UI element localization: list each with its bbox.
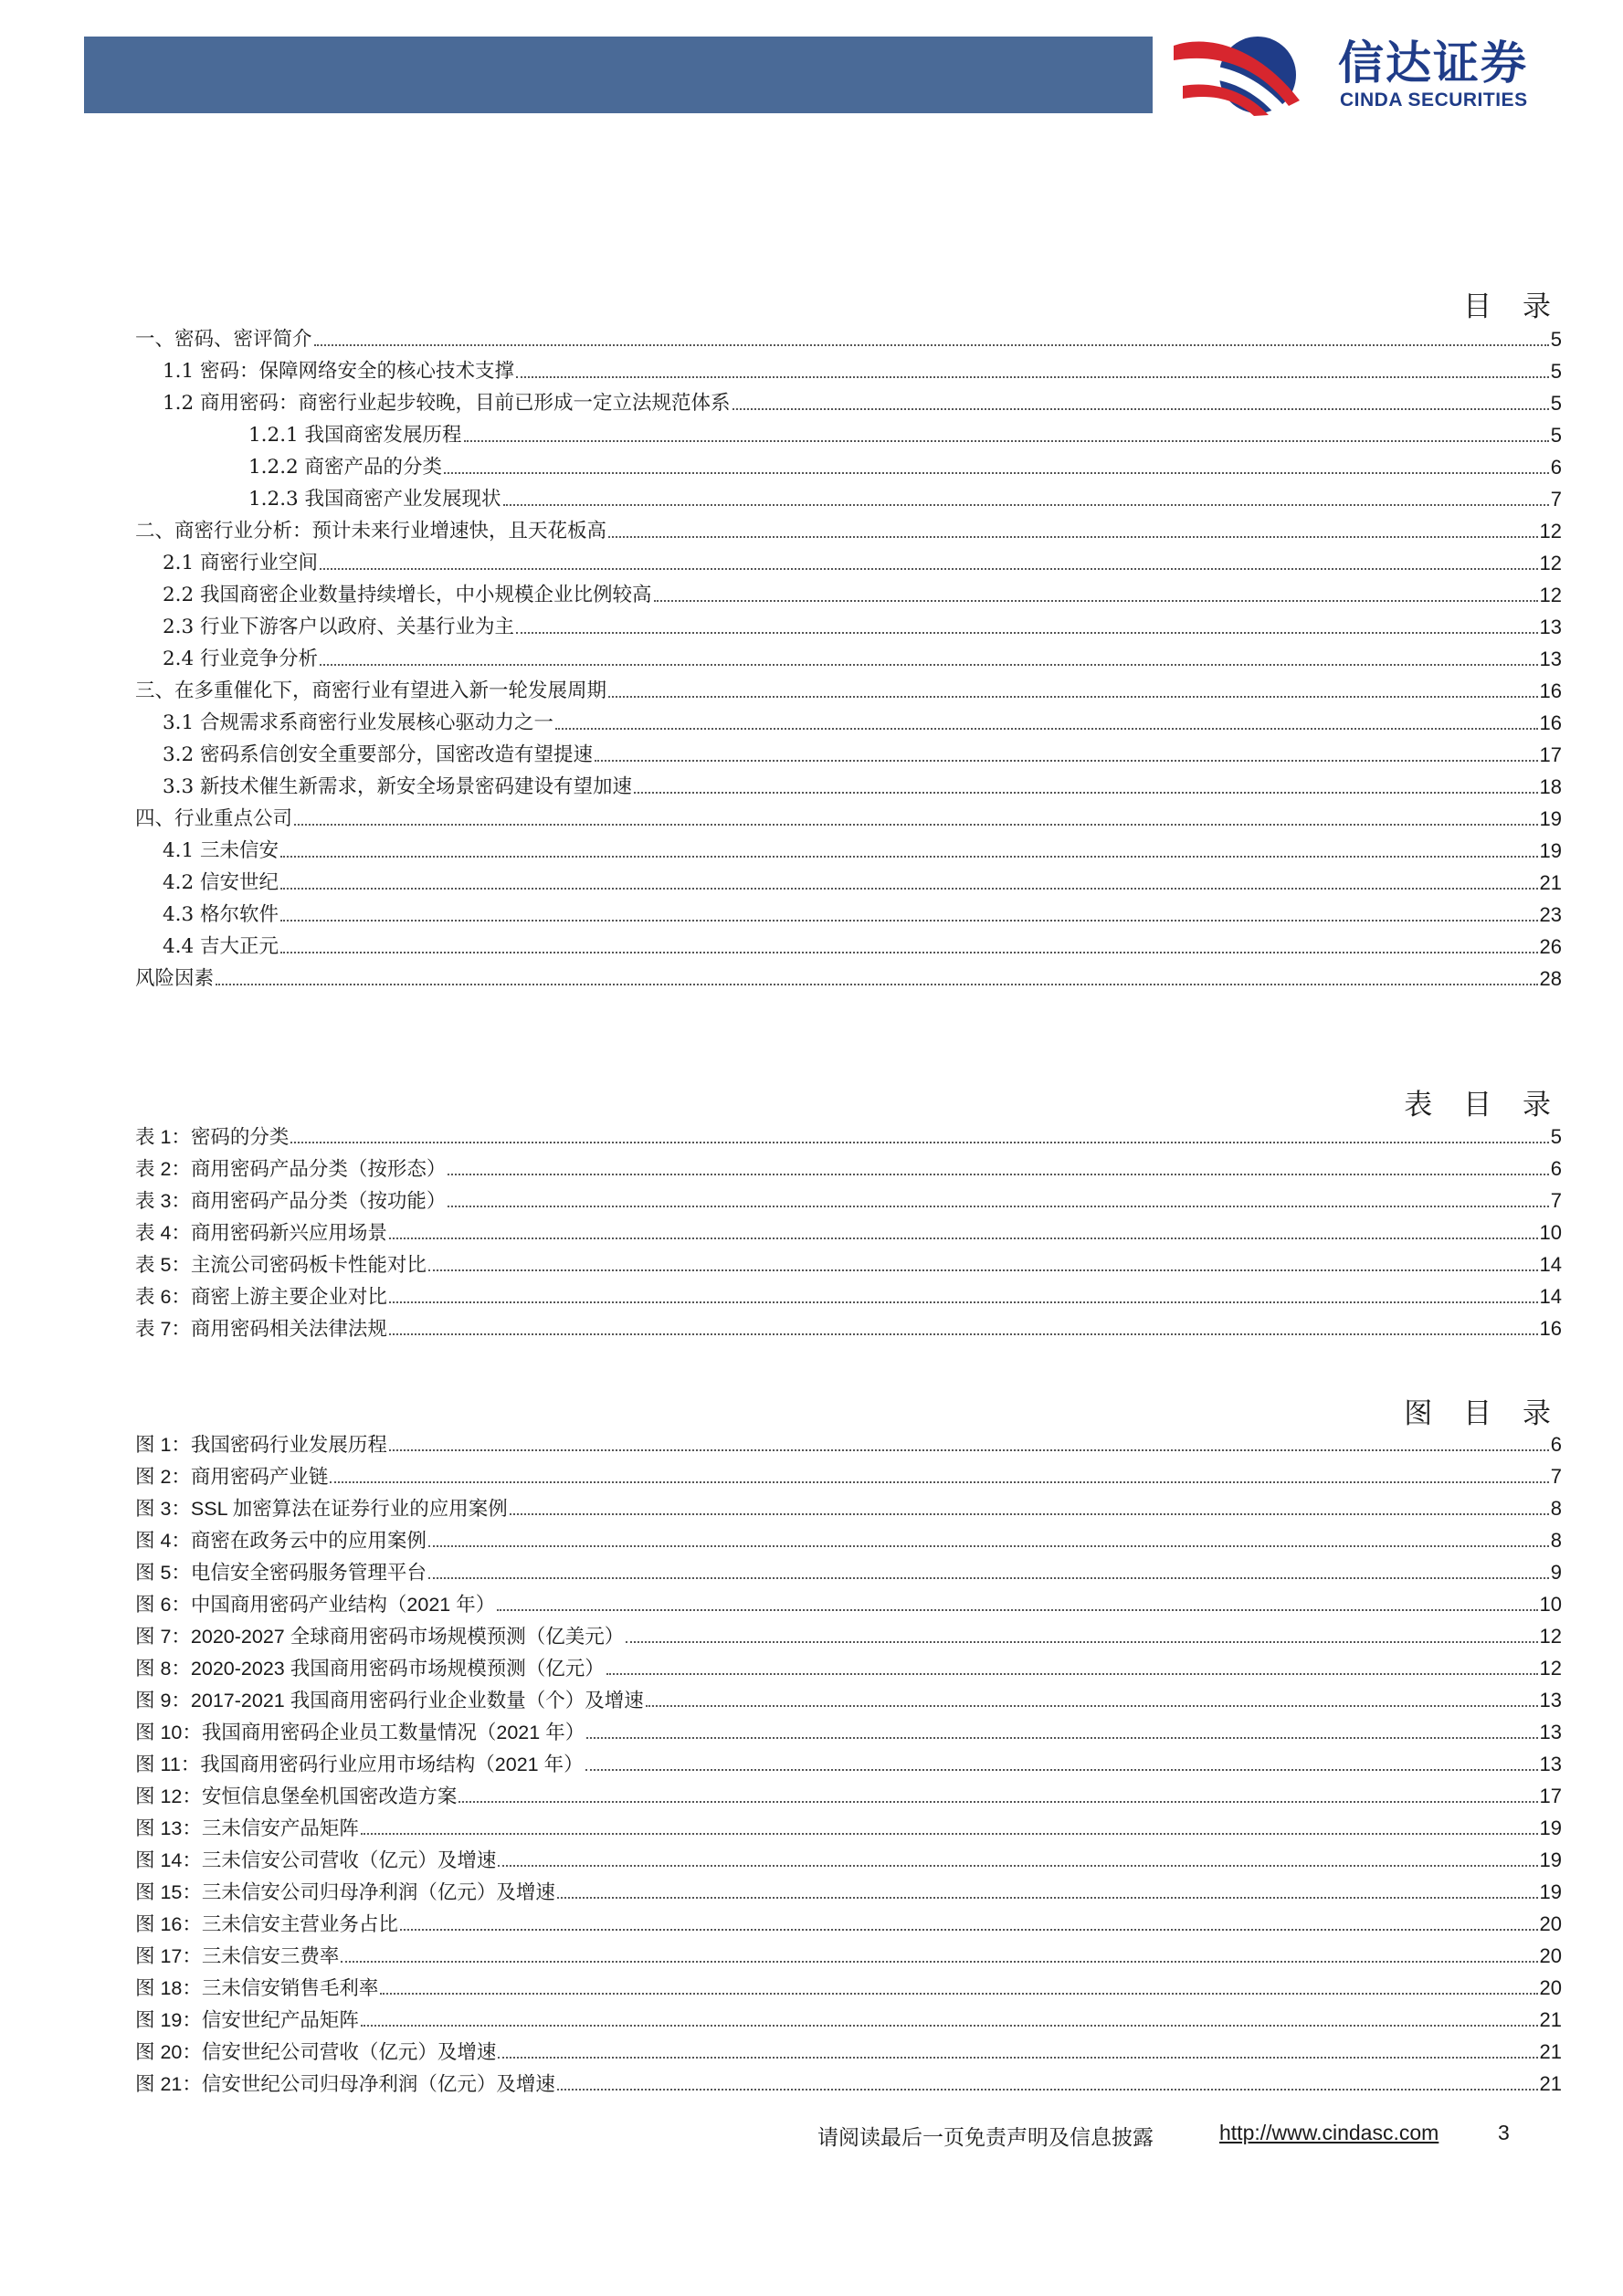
toc-item[interactable] xyxy=(135,961,1562,993)
leader-dots xyxy=(320,664,1537,666)
figure-list-item-page: 17 xyxy=(1539,1785,1562,1807)
toc-item-page: 19 xyxy=(1539,839,1562,862)
toc-item-label: 二、商密行业分析：预计未来行业增速快，且天花板高 xyxy=(135,520,607,542)
toc-item-page: 12 xyxy=(1539,520,1562,542)
table-list-item-label: 表 7：商用密码相关法律法规 xyxy=(135,1318,387,1340)
figure-list-item[interactable] xyxy=(135,1427,1562,1459)
figure-list-item[interactable] xyxy=(135,2066,1562,2098)
figure-list-item-page: 12 xyxy=(1539,1625,1562,1648)
figure-list-item[interactable] xyxy=(135,1554,1562,1586)
figure-list-item[interactable] xyxy=(135,1682,1562,1714)
table-list-item-page: 14 xyxy=(1539,1285,1562,1308)
toc-item[interactable] xyxy=(135,737,1562,769)
toc-item[interactable] xyxy=(135,417,1562,449)
toc-item-page: 5 xyxy=(1550,424,1562,447)
toc-title: 目 录 xyxy=(1463,290,1562,323)
leader-dots xyxy=(389,1301,1538,1303)
figure-list-item-page: 8 xyxy=(1550,1529,1562,1552)
table-list-item-page: 10 xyxy=(1539,1221,1562,1244)
table-list-item-label: 表 1：密码的分类 xyxy=(135,1126,290,1148)
figure-list-item-page: 20 xyxy=(1539,1944,1562,1967)
toc-item-label: 1.1 密码：保障网络安全的核心技术支撑 xyxy=(163,360,515,383)
toc-item-page: 12 xyxy=(1539,552,1562,574)
figure-list-item-page: 13 xyxy=(1539,1721,1562,1743)
toc-item-page: 5 xyxy=(1550,360,1562,383)
leader-dots xyxy=(595,760,1537,762)
toc-item-label: 4.4 吉大正元 xyxy=(163,935,279,958)
figure-list-item-page: 12 xyxy=(1539,1657,1562,1680)
brand-logo xyxy=(1174,33,1566,124)
figure-list-item-page: 6 xyxy=(1550,1433,1562,1456)
toc-item[interactable] xyxy=(135,705,1562,737)
figure-list-item-page: 9 xyxy=(1550,1561,1562,1584)
leader-dots xyxy=(458,1801,1537,1803)
figure-list-item-page: 21 xyxy=(1539,2072,1562,2095)
toc-item[interactable] xyxy=(135,641,1562,673)
brand-name-cn: 信达证券 xyxy=(1338,37,1528,90)
toc-item[interactable] xyxy=(135,897,1562,929)
leader-dots xyxy=(389,1449,1549,1451)
figure-list-item-page: 10 xyxy=(1539,1593,1562,1616)
figure-list-item-label: 图 16：三未信安主营业务占比 xyxy=(135,1913,398,1935)
figure-list-item-label: 图 10：我国商用密码企业员工数量情况（2021 年） xyxy=(135,1722,585,1743)
figure-list-item-label: 图 20：信安世纪公司营收（亿元）及增速 xyxy=(135,2041,497,2063)
leader-dots xyxy=(448,1206,1548,1207)
table-list-item-page: 7 xyxy=(1550,1189,1562,1212)
figure-list-item-label: 图 1：我国密码行业发展历程 xyxy=(135,1434,387,1456)
leader-dots xyxy=(444,472,1549,474)
toc-item-page: 19 xyxy=(1539,807,1562,830)
leader-dots xyxy=(428,1545,1549,1547)
figure-list-item-label: 图 4：商密在政务云中的应用案例 xyxy=(135,1530,427,1552)
figure-list-item-label: 图 17：三未信安三费率 xyxy=(135,1945,340,1967)
toc-item[interactable] xyxy=(135,769,1562,801)
leader-dots xyxy=(361,1833,1538,1835)
table-list-item[interactable] xyxy=(135,1151,1562,1183)
toc-item-page: 18 xyxy=(1539,775,1562,798)
leader-dots xyxy=(626,1641,1537,1643)
toc-item-page: 17 xyxy=(1539,743,1562,766)
leader-dots xyxy=(320,568,1537,570)
toc-item[interactable] xyxy=(135,545,1562,577)
figure-list-item-label: 图 3：SSL 加密算法在证券行业的应用案例 xyxy=(135,1498,508,1520)
figure-list-item[interactable] xyxy=(135,1618,1562,1650)
figure-list-item[interactable] xyxy=(135,1874,1562,1906)
figures-list-title: 图 目 录 xyxy=(1404,1397,1562,1430)
figure-list-item[interactable] xyxy=(135,1842,1562,1874)
figure-list-item[interactable] xyxy=(135,1522,1562,1554)
table-list-item-label: 表 4：商用密码新兴应用场景 xyxy=(135,1222,387,1244)
toc-item-label: 4.2 信安世纪 xyxy=(163,871,279,894)
toc-item-label: 2.1 商密行业空间 xyxy=(163,552,319,574)
toc-item-page: 13 xyxy=(1539,648,1562,670)
figure-list-item-page: 21 xyxy=(1539,2040,1562,2063)
website-link[interactable]: http://www.cindasc.com xyxy=(1219,2121,1439,2144)
figure-list-item-label: 图 13：三未信安产品矩阵 xyxy=(135,1817,359,1839)
figures-list xyxy=(135,1427,1562,2098)
figure-list-item[interactable] xyxy=(135,1970,1562,2002)
leader-dots xyxy=(510,1513,1549,1515)
figure-list-item-label: 图 11：我国商用密码行业应用市场结构（2021 年） xyxy=(135,1754,584,1775)
toc-item[interactable] xyxy=(135,321,1562,353)
leader-dots xyxy=(294,824,1538,826)
leader-dots xyxy=(280,856,1537,858)
leader-dots xyxy=(557,1897,1538,1899)
toc-item-label: 4.1 三未信安 xyxy=(163,839,279,862)
toc-item-page: 12 xyxy=(1539,584,1562,606)
leader-dots xyxy=(498,1865,1537,1867)
figure-list-item-page: 7 xyxy=(1550,1465,1562,1488)
toc-item-page: 13 xyxy=(1539,616,1562,638)
leader-dots xyxy=(330,1481,1548,1483)
toc-item-page: 23 xyxy=(1539,903,1562,926)
figure-list-item[interactable] xyxy=(135,1906,1562,1938)
table-list-item-label: 表 2：商用密码产品分类（按形态） xyxy=(135,1158,447,1180)
toc-item-page: 5 xyxy=(1550,328,1562,351)
toc-item-label: 2.3 行业下游客户以政府、关基行业为主 xyxy=(163,616,515,638)
cinda-logo-icon xyxy=(1174,33,1302,117)
toc-item-page: 7 xyxy=(1550,488,1562,511)
figure-list-item-page: 8 xyxy=(1550,1497,1562,1520)
figure-list-item[interactable] xyxy=(135,1746,1562,1778)
toc-item-label: 四、行业重点公司 xyxy=(135,807,293,830)
toc-item-label: 1.2.2 商密产品的分类 xyxy=(248,456,443,479)
tables-list-title: 表 目 录 xyxy=(1404,1089,1562,1122)
toc-item[interactable] xyxy=(135,481,1562,513)
leader-dots xyxy=(498,2057,1537,2059)
figure-list-item-label: 图 8：2020-2023 我国商用密码市场规模预测（亿元） xyxy=(135,1658,605,1680)
tables-list xyxy=(135,1119,1562,1343)
toc-item-label: 4.3 格尔软件 xyxy=(163,903,279,926)
toc-item-label: 风险因素 xyxy=(135,967,215,990)
figure-list-item[interactable] xyxy=(135,1810,1562,1842)
toc-item-label: 1.2 商用密码：商密行业起步较晚，目前已形成一定立法规范体系 xyxy=(163,392,731,415)
leader-dots xyxy=(503,504,1549,506)
toc-item-page: 16 xyxy=(1539,679,1562,702)
figure-list-item[interactable] xyxy=(135,1778,1562,1810)
leader-dots xyxy=(586,1737,1537,1739)
figure-list-item-page: 19 xyxy=(1539,1880,1562,1903)
leader-dots xyxy=(585,1769,1538,1771)
leader-dots xyxy=(280,952,1537,953)
leader-dots xyxy=(400,1929,1538,1931)
leader-dots xyxy=(557,2089,1538,2091)
leader-dots xyxy=(389,1333,1538,1335)
page-number: 3 xyxy=(1498,2121,1510,2144)
toc-item-page: 16 xyxy=(1539,711,1562,734)
page-footer xyxy=(0,2121,1623,2154)
table-list-item-page: 6 xyxy=(1550,1157,1562,1180)
figure-list-item-label: 图 7：2020-2027 全球商用密码市场规模预测（亿美元） xyxy=(135,1626,625,1648)
figure-list-item-label: 图 12：安恒信息堡垒机国密改造方案 xyxy=(135,1785,458,1807)
header-bar xyxy=(84,37,1153,113)
figure-list-item-page: 20 xyxy=(1539,1976,1562,1999)
figure-list-item-page: 20 xyxy=(1539,1912,1562,1935)
brand-name-en: CINDA SECURITIES xyxy=(1340,90,1528,111)
toc-item-label: 1.2.3 我国商密产业发展现状 xyxy=(248,488,501,511)
toc-item[interactable] xyxy=(135,609,1562,641)
figure-list-item[interactable] xyxy=(135,1714,1562,1746)
figure-list-item[interactable] xyxy=(135,1586,1562,1618)
table-list-item-label: 表 5：主流公司密码板卡性能对比 xyxy=(135,1254,427,1276)
table-list-item[interactable] xyxy=(135,1311,1562,1343)
leader-dots xyxy=(732,408,1549,410)
toc-item-page: 5 xyxy=(1550,392,1562,415)
toc-item[interactable] xyxy=(135,513,1562,545)
toc-item-page: 21 xyxy=(1539,871,1562,894)
table-list-item-page: 5 xyxy=(1550,1125,1562,1148)
figure-list-item-page: 21 xyxy=(1539,2008,1562,2031)
disclaimer-note: 请阅读最后一页免责声明及信息披露 xyxy=(817,2126,1154,2150)
toc-item-label: 一、密码、密评简介 xyxy=(135,328,312,351)
leader-dots xyxy=(314,344,1549,346)
leader-dots xyxy=(555,728,1537,730)
table-list-item[interactable] xyxy=(135,1279,1562,1311)
leader-dots xyxy=(634,792,1537,794)
toc-item[interactable] xyxy=(135,577,1562,609)
leader-dots xyxy=(280,888,1537,890)
leader-dots xyxy=(646,1705,1538,1707)
toc-item-label: 1.2.1 我国商密发展历程 xyxy=(248,424,462,447)
figure-list-item[interactable] xyxy=(135,1459,1562,1490)
table-list-item[interactable] xyxy=(135,1119,1562,1151)
leader-dots xyxy=(516,376,1549,378)
leader-dots xyxy=(380,1993,1537,1995)
figure-list-item-page: 19 xyxy=(1539,1848,1562,1871)
figure-list-item-label: 图 2：商用密码产业链 xyxy=(135,1466,329,1488)
figure-list-item-label: 图 9：2017-2021 我国商用密码行业企业数量（个）及增速 xyxy=(135,1690,644,1711)
toc-item-page: 26 xyxy=(1539,935,1562,958)
leader-dots xyxy=(389,1238,1538,1239)
toc-item-label: 三、在多重催化下，商密行业有望进入新一轮发展周期 xyxy=(135,679,607,702)
leader-dots xyxy=(497,1609,1537,1611)
leader-dots xyxy=(516,632,1537,634)
figure-list-item-label: 图 5：电信安全密码服务管理平台 xyxy=(135,1562,427,1584)
toc-item-label: 3.2 密码系信创安全重要部分，国密改造有望提速 xyxy=(163,743,594,766)
table-list-item-page: 16 xyxy=(1539,1317,1562,1340)
toc-item-label: 2.2 我国商密企业数量持续增长，中小规模企业比例较高 xyxy=(163,584,652,606)
leader-dots xyxy=(341,1961,1537,1963)
figure-list-item-page: 19 xyxy=(1539,1817,1562,1839)
leader-dots xyxy=(428,1269,1538,1271)
toc-item[interactable] xyxy=(135,801,1562,833)
toc-item-label: 3.1 合规需求系商密行业发展核心驱动力之一 xyxy=(163,711,554,734)
leader-dots xyxy=(428,1577,1549,1579)
toc-item[interactable] xyxy=(135,449,1562,481)
figure-list-item-page: 13 xyxy=(1539,1753,1562,1775)
table-list-item-page: 14 xyxy=(1539,1253,1562,1276)
figure-list-item-label: 图 14：三未信安公司营收（亿元）及增速 xyxy=(135,1849,497,1871)
table-list-item[interactable] xyxy=(135,1247,1562,1279)
figure-list-item-label: 图 6：中国商用密码产业结构（2021 年） xyxy=(135,1594,496,1616)
leader-dots xyxy=(606,1673,1538,1675)
leader-dots xyxy=(361,2025,1538,2027)
table-list-item[interactable] xyxy=(135,1215,1562,1247)
figure-list-item[interactable] xyxy=(135,2002,1562,2034)
figure-list-item-label: 图 18：三未信安销售毛利率 xyxy=(135,1977,379,1999)
figure-list-item[interactable] xyxy=(135,2034,1562,2066)
leader-dots xyxy=(608,696,1538,698)
table-list-item-label: 表 3：商用密码产品分类（按功能） xyxy=(135,1190,447,1212)
leader-dots xyxy=(448,1174,1548,1175)
toc-item-page: 28 xyxy=(1539,967,1562,990)
leader-dots xyxy=(654,600,1538,602)
toc-item-label: 2.4 行业竞争分析 xyxy=(163,648,319,670)
toc-item[interactable] xyxy=(135,833,1562,865)
figure-list-item[interactable] xyxy=(135,1938,1562,1970)
toc-item[interactable] xyxy=(135,353,1562,385)
toc-item[interactable] xyxy=(135,385,1562,417)
toc-item[interactable] xyxy=(135,929,1562,961)
figure-list-item-label: 图 21：信安世纪公司归母净利润（亿元）及增速 xyxy=(135,2073,555,2095)
leader-dots xyxy=(464,440,1549,442)
figure-list-item-label: 图 15：三未信安公司归母净利润（亿元）及增速 xyxy=(135,1881,555,1903)
figure-list-item-label: 图 19：信安世纪产品矩阵 xyxy=(135,2009,359,2031)
toc-item[interactable] xyxy=(135,673,1562,705)
table-list-item-label: 表 6：商密上游主要企业对比 xyxy=(135,1286,387,1308)
table-list-item[interactable] xyxy=(135,1183,1562,1215)
figure-list-item[interactable] xyxy=(135,1650,1562,1682)
figure-list-item-page: 13 xyxy=(1539,1689,1562,1711)
leader-dots xyxy=(608,536,1538,538)
toc-item-label: 3.3 新技术催生新需求，新安全场景密码建设有望加速 xyxy=(163,775,633,798)
figure-list-item[interactable] xyxy=(135,1490,1562,1522)
toc-item-page: 6 xyxy=(1550,456,1562,479)
toc-list xyxy=(135,321,1562,993)
leader-dots xyxy=(290,1142,1548,1143)
leader-dots xyxy=(216,984,1538,985)
toc-item[interactable] xyxy=(135,865,1562,897)
leader-dots xyxy=(280,920,1537,922)
